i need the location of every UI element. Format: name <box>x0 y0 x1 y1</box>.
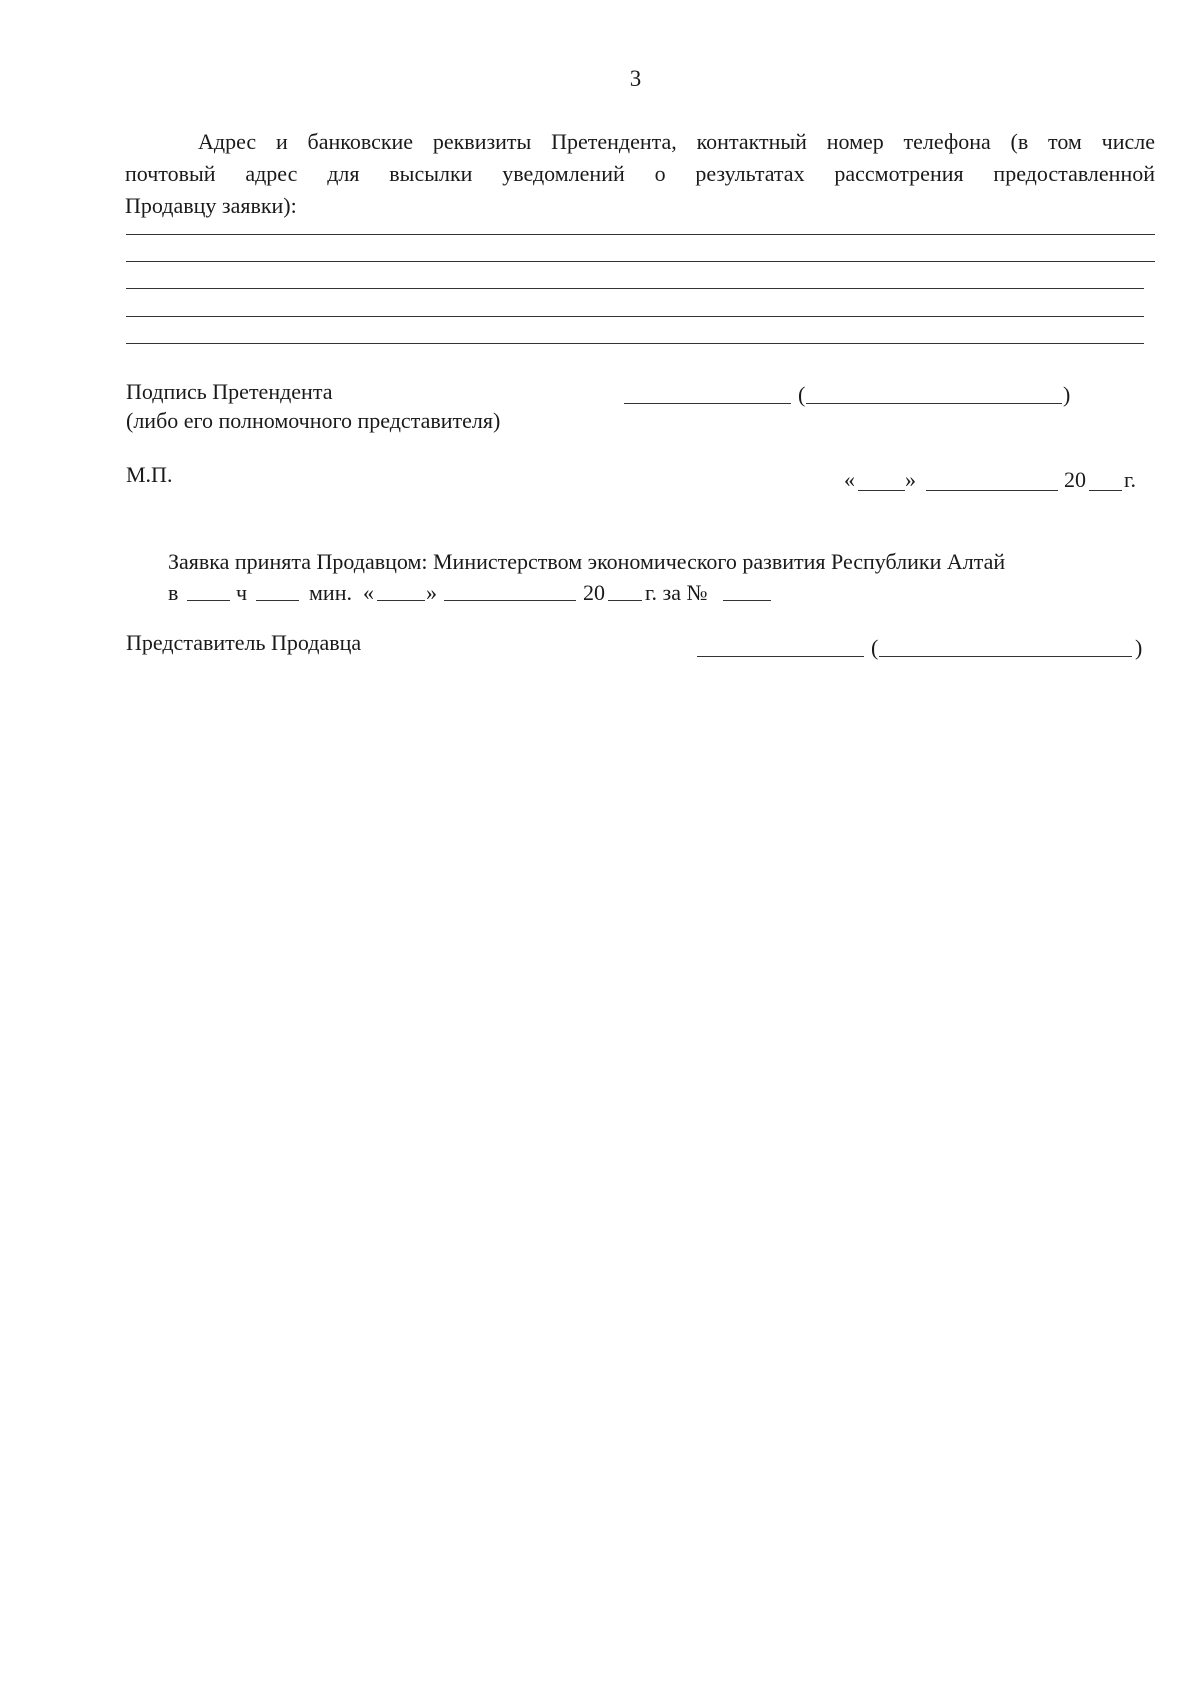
address-blank-line-4[interactable] <box>126 316 1144 317</box>
address-line-2: почтовый адрес для высылки уведомлений о результатах рассмотрения предоставленной <box>125 161 1155 186</box>
acceptance-minutes-line[interactable] <box>256 600 299 601</box>
acceptance-minutes-label: мин. <box>309 580 352 605</box>
acceptance-close-quote: » <box>426 580 437 605</box>
seal-label: М.П. <box>126 462 173 487</box>
applicant-signature-sublabel: (либо его полномочного представителя) <box>126 408 501 433</box>
acceptance-month-line[interactable] <box>444 600 576 601</box>
address-paragraph <box>125 126 1155 222</box>
address-line-3: Продавцу заявки): <box>125 193 297 218</box>
address-line-1: Адрес и банковские реквизиты Претендента, контактный номер телефона (в том числе <box>198 129 1155 154</box>
seller-signature-line[interactable] <box>697 656 864 657</box>
acceptance-year-line[interactable] <box>608 600 642 601</box>
acceptance-day-line[interactable] <box>377 600 425 601</box>
address-blank-line-1[interactable] <box>126 234 1155 235</box>
acceptance-number-line[interactable] <box>723 600 771 601</box>
acceptance-prefix-v: в <box>168 580 179 605</box>
acceptance-year-suffix: г. за № <box>645 580 708 605</box>
date-year-line[interactable] <box>1089 490 1122 491</box>
acceptance-open-quote: « <box>363 580 374 605</box>
applicant-name-line[interactable] <box>806 403 1062 404</box>
date-close-quote: » <box>905 467 916 492</box>
acceptance-hours-line[interactable] <box>187 600 230 601</box>
date-year-suffix: г. <box>1124 467 1137 492</box>
applicant-open-paren: ( <box>798 382 806 407</box>
seller-open-paren: ( <box>871 635 879 660</box>
address-blank-line-3[interactable] <box>126 288 1144 289</box>
date-year-prefix: 20 <box>1064 467 1086 492</box>
seller-name-line[interactable] <box>879 656 1132 657</box>
date-month-line[interactable] <box>926 490 1058 491</box>
date-day-line[interactable] <box>858 490 905 491</box>
address-blank-line-5[interactable] <box>126 343 1144 344</box>
applicant-signature-label: Подпись Претендента <box>126 379 333 404</box>
address-blank-line-2[interactable] <box>126 261 1155 262</box>
seller-close-paren: ) <box>1135 635 1143 660</box>
seller-rep-label: Представитель Продавца <box>126 630 362 655</box>
acceptance-year-prefix: 20 <box>583 580 605 605</box>
applicant-signature-line[interactable] <box>624 403 791 404</box>
date-open-quote: « <box>844 467 855 492</box>
applicant-close-paren: ) <box>1063 382 1071 407</box>
page-number: 3 <box>629 66 642 91</box>
acceptance-hours-label: ч <box>236 580 248 605</box>
acceptance-statement: Заявка принята Продавцом: Министерством экономического развития Республики Алтай <box>168 549 1006 574</box>
